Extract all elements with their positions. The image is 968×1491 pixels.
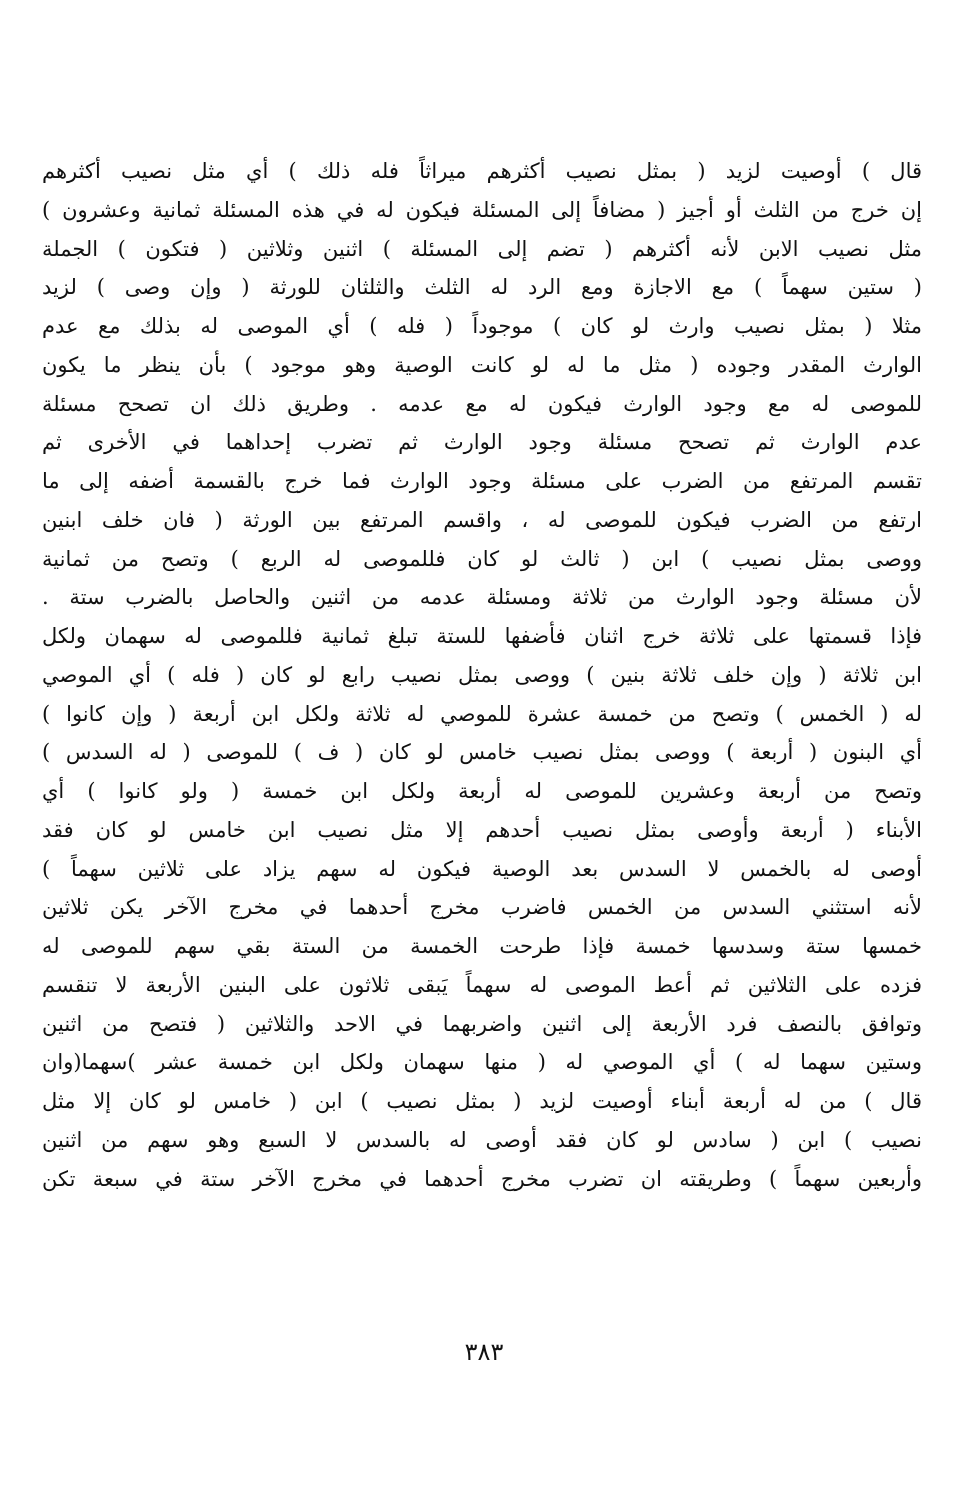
text-line: الأبناء ( أربعة وأوصى بمثل نصيب أحدهم إلا مثل نصيب ابن خامس لو كان فقد: [42, 817, 922, 842]
text-line: وتوافق بالنصف فرد الأربعة إلى اثنين واضربهما في الاحد والثلاثين ( فتصح من اثنين: [42, 1011, 922, 1036]
text-line: الوارث المقدر وجوده ( مثل ما له لو كانت الوصية وهو موجود ) بأن ينظر ما يكون: [42, 352, 922, 377]
text-line: قال ) من له أربعة أبناء أوصيت لزيد ( بمثل نصيب ) ابن ( خامس لو كان إلا مثل: [42, 1089, 922, 1113]
text-line: وأربعين سهماً ) وطريقته ان تضرب مخرج أحدهما في مخرج الآخر ستة في سبعة تكن: [42, 1166, 922, 1191]
text-line: لأنه استثني السدس من الخمس فاضرب مخرج أحدهما في مخرج الآخر يكن ثلاثين: [42, 895, 922, 920]
text-line: قال ) أوصيت لزيد ( بمثل نصيب أكثرهم ميراثاً فله ذلك ) أي مثل نصيب أكثرهم: [42, 159, 922, 183]
body-text: [42, 152, 922, 1198]
text-line: ( ستين سهماً ) مع الاجازة ومع الرد له الثلث والثلثان للورثة ( وإن وصى ) لزيد: [42, 275, 922, 300]
text-line: ووصى بمثل نصيب ) ابن ( ثالث لو كان فللموصى له الربع ) وتصح من ثمانية: [42, 546, 922, 571]
text-line: لأن مسئلة وجود الوارث من ثلاثة ومسئلة عدمه من اثنين والحاصل بالضرب ستة .: [42, 585, 922, 610]
text-line: ارتفع من الضرب فيكون للموصى له ، واقسم المرتفع بين الورثة ( فان خلف ابنين: [42, 507, 922, 532]
text-line: مثلا ( بمثل نصيب وارث لو كان ) موجوداً ( فله ) أي الموصى له بذلك مع عدم: [42, 314, 922, 338]
text-line: فإذا قسمتها على ثلاثة خرج اثنان فأضفها للستة تبلغ ثمانية فللموصى له سهمان ولكل: [42, 624, 922, 648]
text-line: ابن ثلاثة ( وإن خلف ثلاثة بنين ) ووصى بمثل نصيب رابع لو كان ( فله ) أي الموصي: [42, 662, 922, 687]
text-line: مثل نصيب الابن لأنه أكثرهم ( تضم إلى المسئلة ) اثنين وثلاثين ( فتكون ) الجملة: [42, 236, 922, 261]
text-line: نصيب ) ابن ( سادس لو كان فقد أوصى له بالسدس لا السبع وهو سهم من اثنين: [42, 1127, 922, 1152]
text-line: وتصح من أربعة وعشرين للموصى له أربعة ولكل ابن خمسة ( ولو كانوا ) أي: [42, 779, 922, 803]
text-line: فزده على الثلاثين ثم أعط الموصى له سهماً يَبقى ثلاثون على البنين الأربعة لا تنقسم: [42, 972, 922, 997]
text-line: وستين سهما له ) أي الموصي له ( منها سهمان ولكل ابن خمسة عشر )سهما(وان: [42, 1050, 922, 1075]
text-line: للموصى له مع وجود الوارث فيكون له مع عدمه . وطريق ذلك ان تصحح مسئلة: [42, 391, 922, 416]
text-line: أوصى له بالخمس لا السدس بعد الوصية فيكون له سهم يزاد على ثلاثين سهماً ): [42, 856, 922, 881]
text-line: خمسها ستة وسدسها خمسة فإذا طرحت الخمسة من الستة بقي سهم للموصى له: [42, 934, 922, 958]
text-line: عدم الوارث ثم تصحح مسئلة وجود الوارث ثم تضرب إحداهما في الأخرى ثم: [42, 430, 922, 455]
text-line: له ( الخمس ) وتصح من خمسة عشرة للموصي له ثلاثة ولكل ابن أربعة ( وإن كانوا ): [42, 701, 922, 726]
text-line: إن خرج من الثلث أو أجيز ( مضافاً إلى المسئلة فيكون له في هذه المسئلة ثمانية وعشرون ): [42, 197, 922, 222]
page-number: ٣٨٣: [464, 1338, 504, 1366]
text-line: أي البنون ( أربعة ) ووصى بمثل نصيب خامس لو كان ( ف ) للموصى ( له السدس ): [42, 740, 922, 765]
text-line: تقسم المرتفع من الضرب على مسئلة وجود الوارث فما خرج بالقسمة أضفه إلى ما: [42, 469, 922, 493]
